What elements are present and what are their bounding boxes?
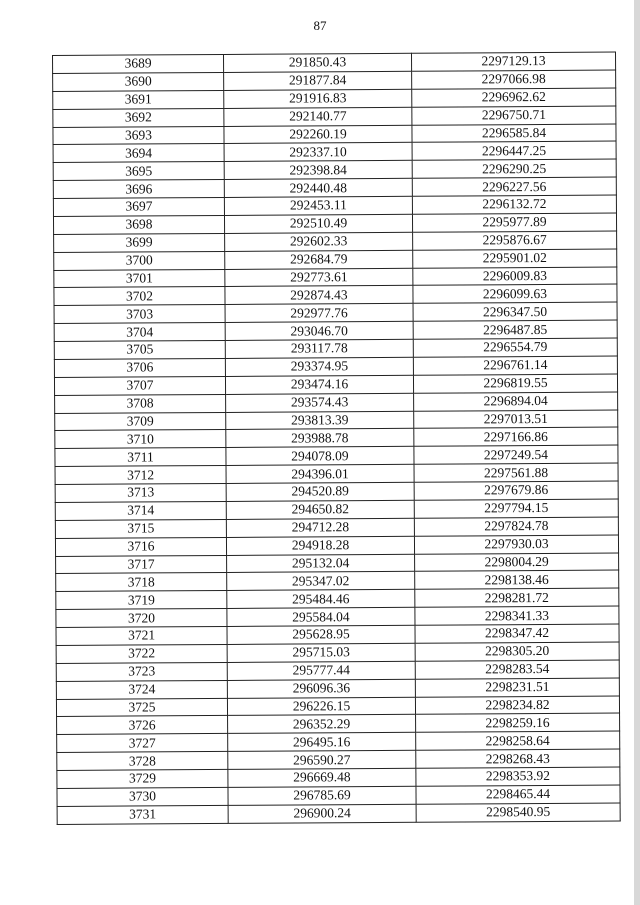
x-coordinate-cell: 292337.10	[224, 143, 412, 162]
y-coordinate-cell: 2298465.44	[416, 785, 620, 804]
y-coordinate-cell: 2298231.51	[415, 678, 619, 697]
x-coordinate-cell: 293574.43	[226, 393, 414, 412]
y-coordinate-cell: 2296819.55	[413, 374, 617, 393]
y-coordinate-cell: 2298281.72	[415, 588, 619, 607]
x-coordinate-cell: 291916.83	[224, 89, 412, 108]
point-number-cell: 3709	[55, 412, 226, 431]
y-coordinate-cell: 2298305.20	[415, 642, 619, 661]
point-number-cell: 3699	[54, 233, 225, 252]
point-number-cell: 3727	[57, 734, 228, 753]
y-coordinate-cell: 2296290.25	[412, 159, 616, 178]
point-number-cell: 3704	[54, 323, 225, 342]
x-coordinate-cell: 296096.36	[227, 679, 415, 698]
point-number-cell: 3724	[56, 680, 227, 699]
y-coordinate-cell: 2296761.14	[413, 356, 617, 375]
point-number-cell: 3721	[56, 626, 227, 645]
y-coordinate-cell: 2297166.86	[414, 427, 618, 446]
x-coordinate-cell: 291850.43	[223, 53, 411, 72]
y-coordinate-cell: 2298259.16	[416, 713, 620, 732]
page-edge-shadow	[634, 0, 640, 905]
x-coordinate-cell: 293474.16	[225, 375, 413, 394]
x-coordinate-cell: 294918.28	[226, 536, 414, 555]
x-coordinate-cell: 295777.44	[227, 661, 415, 680]
y-coordinate-cell: 2296227.56	[412, 177, 616, 196]
y-coordinate-cell: 2298004.29	[415, 553, 619, 572]
page-number: 87	[313, 18, 327, 33]
point-number-cell: 3716	[55, 537, 226, 556]
point-number-cell: 3715	[55, 519, 226, 538]
x-coordinate-cell: 292440.48	[224, 178, 412, 197]
y-coordinate-cell: 2296962.62	[412, 88, 616, 107]
y-coordinate-cell: 2298234.82	[415, 696, 619, 715]
x-coordinate-cell: 293988.78	[226, 429, 414, 448]
x-coordinate-cell: 292260.19	[224, 125, 412, 144]
x-coordinate-cell: 295628.95	[227, 625, 415, 644]
point-number-cell: 3714	[55, 501, 226, 520]
y-coordinate-cell: 2298353.92	[416, 767, 620, 786]
y-coordinate-cell: 2295977.89	[412, 213, 616, 232]
x-coordinate-cell: 292602.33	[225, 232, 413, 251]
coordinates-table-container	[52, 52, 619, 825]
point-number-cell: 3728	[57, 752, 228, 771]
y-coordinate-cell: 2297930.03	[414, 535, 618, 554]
table-row	[57, 803, 620, 824]
point-number-cell: 3723	[56, 662, 227, 681]
y-coordinate-cell: 2296132.72	[412, 195, 616, 214]
x-coordinate-cell: 291877.84	[224, 71, 412, 90]
point-number-cell: 3731	[57, 805, 228, 824]
y-coordinate-cell: 2297824.78	[414, 517, 618, 536]
point-number-cell: 3691	[53, 90, 224, 109]
y-coordinate-cell: 2297679.86	[414, 481, 618, 500]
x-coordinate-cell: 296495.16	[228, 733, 416, 752]
point-number-cell: 3717	[56, 555, 227, 574]
x-coordinate-cell: 294650.82	[226, 500, 414, 519]
point-number-cell: 3730	[57, 787, 228, 806]
y-coordinate-cell: 2296585.84	[412, 124, 616, 143]
y-coordinate-cell: 2297129.13	[411, 52, 615, 71]
point-number-cell: 3694	[53, 144, 224, 163]
x-coordinate-cell: 292398.84	[224, 161, 412, 180]
point-number-cell: 3726	[57, 716, 228, 735]
y-coordinate-cell: 2295901.02	[413, 249, 617, 268]
x-coordinate-cell: 296900.24	[228, 804, 416, 823]
point-number-cell: 3700	[54, 251, 225, 270]
x-coordinate-cell: 292977.76	[225, 304, 413, 323]
point-number-cell: 3708	[55, 394, 226, 413]
y-coordinate-cell: 2296347.50	[413, 302, 617, 321]
point-number-cell: 3729	[57, 769, 228, 788]
y-coordinate-cell: 2295876.67	[413, 231, 617, 250]
point-number-cell: 3702	[54, 287, 225, 306]
point-number-cell: 3707	[54, 376, 225, 395]
x-coordinate-cell: 293374.95	[225, 357, 413, 376]
x-coordinate-cell: 293813.39	[226, 411, 414, 430]
point-number-cell: 3690	[53, 72, 224, 91]
x-coordinate-cell: 295715.03	[227, 643, 415, 662]
y-coordinate-cell: 2296447.25	[412, 141, 616, 160]
y-coordinate-cell: 2296487.85	[413, 320, 617, 339]
x-coordinate-cell: 296226.15	[227, 697, 415, 716]
point-number-cell: 3711	[55, 448, 226, 467]
point-number-cell: 3689	[53, 54, 224, 73]
y-coordinate-cell: 2296894.04	[414, 392, 618, 411]
y-coordinate-cell: 2296750.71	[412, 106, 616, 125]
y-coordinate-cell: 2298341.33	[415, 606, 619, 625]
y-coordinate-cell: 2296099.63	[413, 284, 617, 303]
x-coordinate-cell: 296590.27	[228, 750, 416, 769]
x-coordinate-cell: 292453.11	[224, 196, 412, 215]
y-coordinate-cell: 2297013.51	[414, 410, 618, 429]
point-number-cell: 3695	[53, 162, 224, 181]
y-coordinate-cell: 2298258.64	[416, 731, 620, 750]
x-coordinate-cell: 296352.29	[228, 715, 416, 734]
x-coordinate-cell: 292773.61	[225, 268, 413, 287]
x-coordinate-cell: 295484.46	[227, 590, 415, 609]
y-coordinate-cell: 2297249.54	[414, 445, 618, 464]
x-coordinate-cell: 293117.78	[225, 339, 413, 358]
point-number-cell: 3719	[56, 591, 227, 610]
point-number-cell: 3693	[53, 126, 224, 145]
y-coordinate-cell: 2297794.15	[414, 499, 618, 518]
x-coordinate-cell: 296785.69	[228, 786, 416, 805]
x-coordinate-cell: 296669.48	[228, 768, 416, 787]
point-number-cell: 3701	[54, 269, 225, 288]
y-coordinate-cell: 2298283.54	[415, 660, 619, 679]
x-coordinate-cell: 292510.49	[224, 214, 412, 233]
y-coordinate-cell: 2297561.88	[414, 463, 618, 482]
x-coordinate-cell: 294078.09	[226, 447, 414, 466]
point-number-cell: 3710	[55, 430, 226, 449]
point-number-cell: 3698	[53, 215, 224, 234]
point-number-cell: 3706	[54, 358, 225, 377]
y-coordinate-cell: 2298540.95	[416, 803, 620, 822]
y-coordinate-cell: 2298138.46	[415, 570, 619, 589]
coordinates-table	[52, 52, 621, 825]
point-number-cell: 3720	[56, 609, 227, 628]
point-number-cell: 3722	[56, 644, 227, 663]
point-number-cell: 3712	[55, 466, 226, 485]
x-coordinate-cell: 293046.70	[225, 321, 413, 340]
x-coordinate-cell: 294396.01	[226, 464, 414, 483]
point-number-cell: 3696	[53, 180, 224, 199]
x-coordinate-cell: 295584.04	[227, 607, 415, 626]
y-coordinate-cell: 2298268.43	[416, 749, 620, 768]
table-body	[53, 52, 621, 824]
point-number-cell: 3725	[56, 698, 227, 717]
point-number-cell: 3718	[56, 573, 227, 592]
point-number-cell: 3692	[53, 108, 224, 127]
point-number-cell: 3705	[54, 340, 225, 359]
y-coordinate-cell: 2296009.83	[413, 267, 617, 286]
x-coordinate-cell: 292874.43	[225, 286, 413, 305]
x-coordinate-cell: 295347.02	[227, 572, 415, 591]
y-coordinate-cell: 2298347.42	[415, 624, 619, 643]
x-coordinate-cell: 294712.28	[226, 518, 414, 537]
x-coordinate-cell: 294520.89	[226, 482, 414, 501]
x-coordinate-cell: 292140.77	[224, 107, 412, 126]
y-coordinate-cell: 2296554.79	[413, 338, 617, 357]
x-coordinate-cell: 295132.04	[227, 554, 415, 573]
y-coordinate-cell: 2297066.98	[412, 70, 616, 89]
point-number-cell: 3713	[55, 483, 226, 502]
x-coordinate-cell: 292684.79	[225, 250, 413, 269]
point-number-cell: 3703	[54, 305, 225, 324]
point-number-cell: 3697	[53, 197, 224, 216]
